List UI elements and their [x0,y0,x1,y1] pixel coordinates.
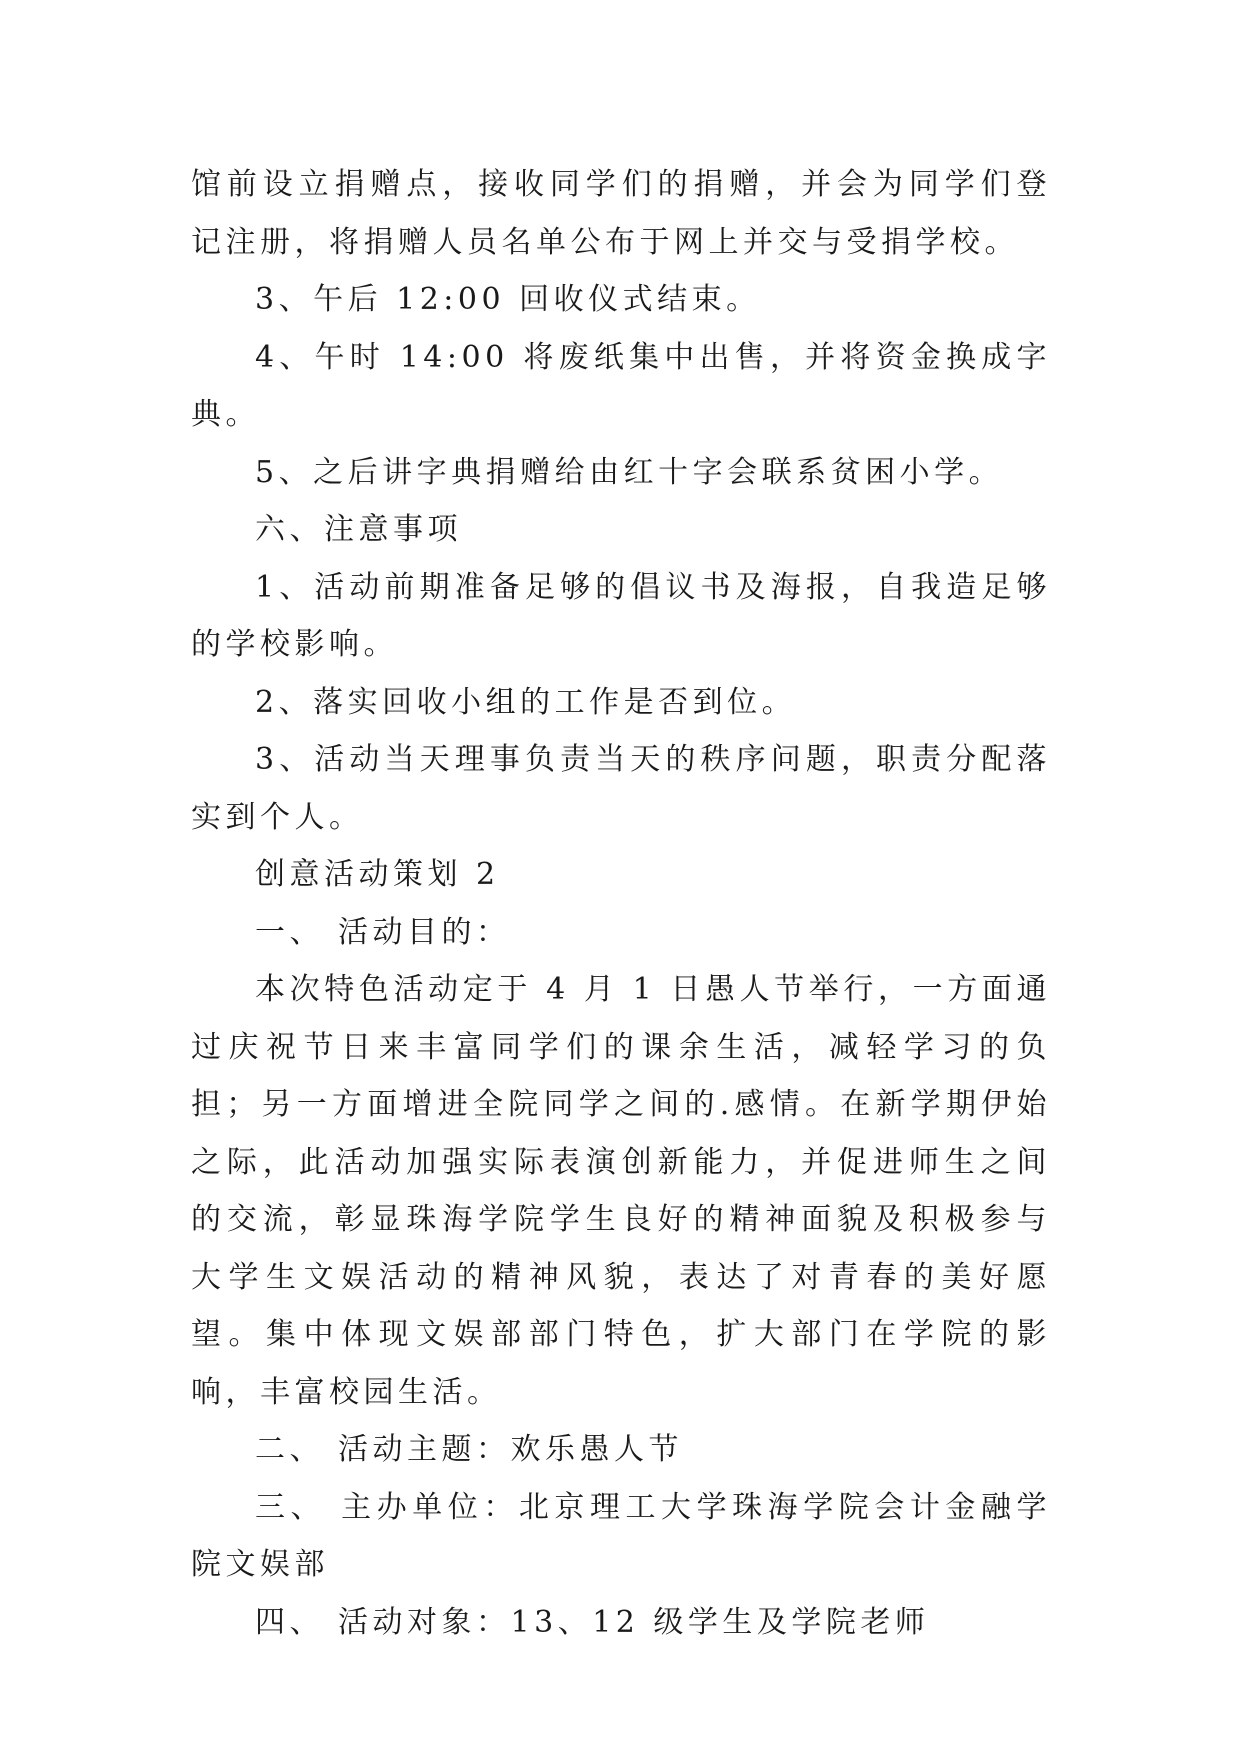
paragraph-note-1: 1、活动前期准备足够的倡议书及海报，自我造足够的学校影响。 [191,569,1051,662]
section-heading-audience: 四、 活动对象：13、12 级学生及学院老师 [255,1604,930,1640]
document-subtitle: 创意活动策划 2 [255,857,500,892]
section-heading-notes: 六、注意事项 [255,512,462,547]
paragraph-note-3: 3、活动当天理事负责当天的秩序问题，职责分配落实到个人。 [191,742,1051,835]
paragraph-step-4: 4、午时 14:00 将废纸集中出售，并将资金换成字典。 [191,339,1051,432]
paragraph-note-2: 2、落实回收小组的工作是否到位。 [255,684,797,720]
body-text [191,156,1051,1651]
paragraph-step-3: 3、午后 12:00 回收仪式结束。 [255,282,761,317]
section-heading-organizer: 三、 主办单位：北京理工大学珠海学院会计金融学院文娱部 [191,1489,1051,1582]
paragraph-donation-point: 馆前设立捐赠点，接收同学们的捐赠，并会为同学们登记注册，将捐赠人员名单公布于网上并交与受捐学校。 [191,167,1051,260]
section-heading-purpose: 一、 活动目的： [255,914,511,950]
paragraph-purpose: 本次特色活动定于 4 月 1 日愚人节举行，一方面通过庆祝节日来丰富同学们的课余生活，减轻学习的负担；另一方面增进全院同学之间的.感情。在新学期伊始之际，此活动加强实际表演创新能力，并促进师生之间的交流，彰显珠海学院学生良好的精神面貌及积极参与大学生文娱活动的精神风貌，表达了对青春的美好愿望。集中体现文娱部部门特色，扩大部门在学院的影响，丰富校园生活。 [191,972,1051,1410]
paragraph-step-5: 5、之后讲字典捐赠给由红十字会联系贫困小学。 [255,454,1004,490]
section-heading-theme: 二、 活动主题：欢乐愚人节 [255,1432,684,1467]
